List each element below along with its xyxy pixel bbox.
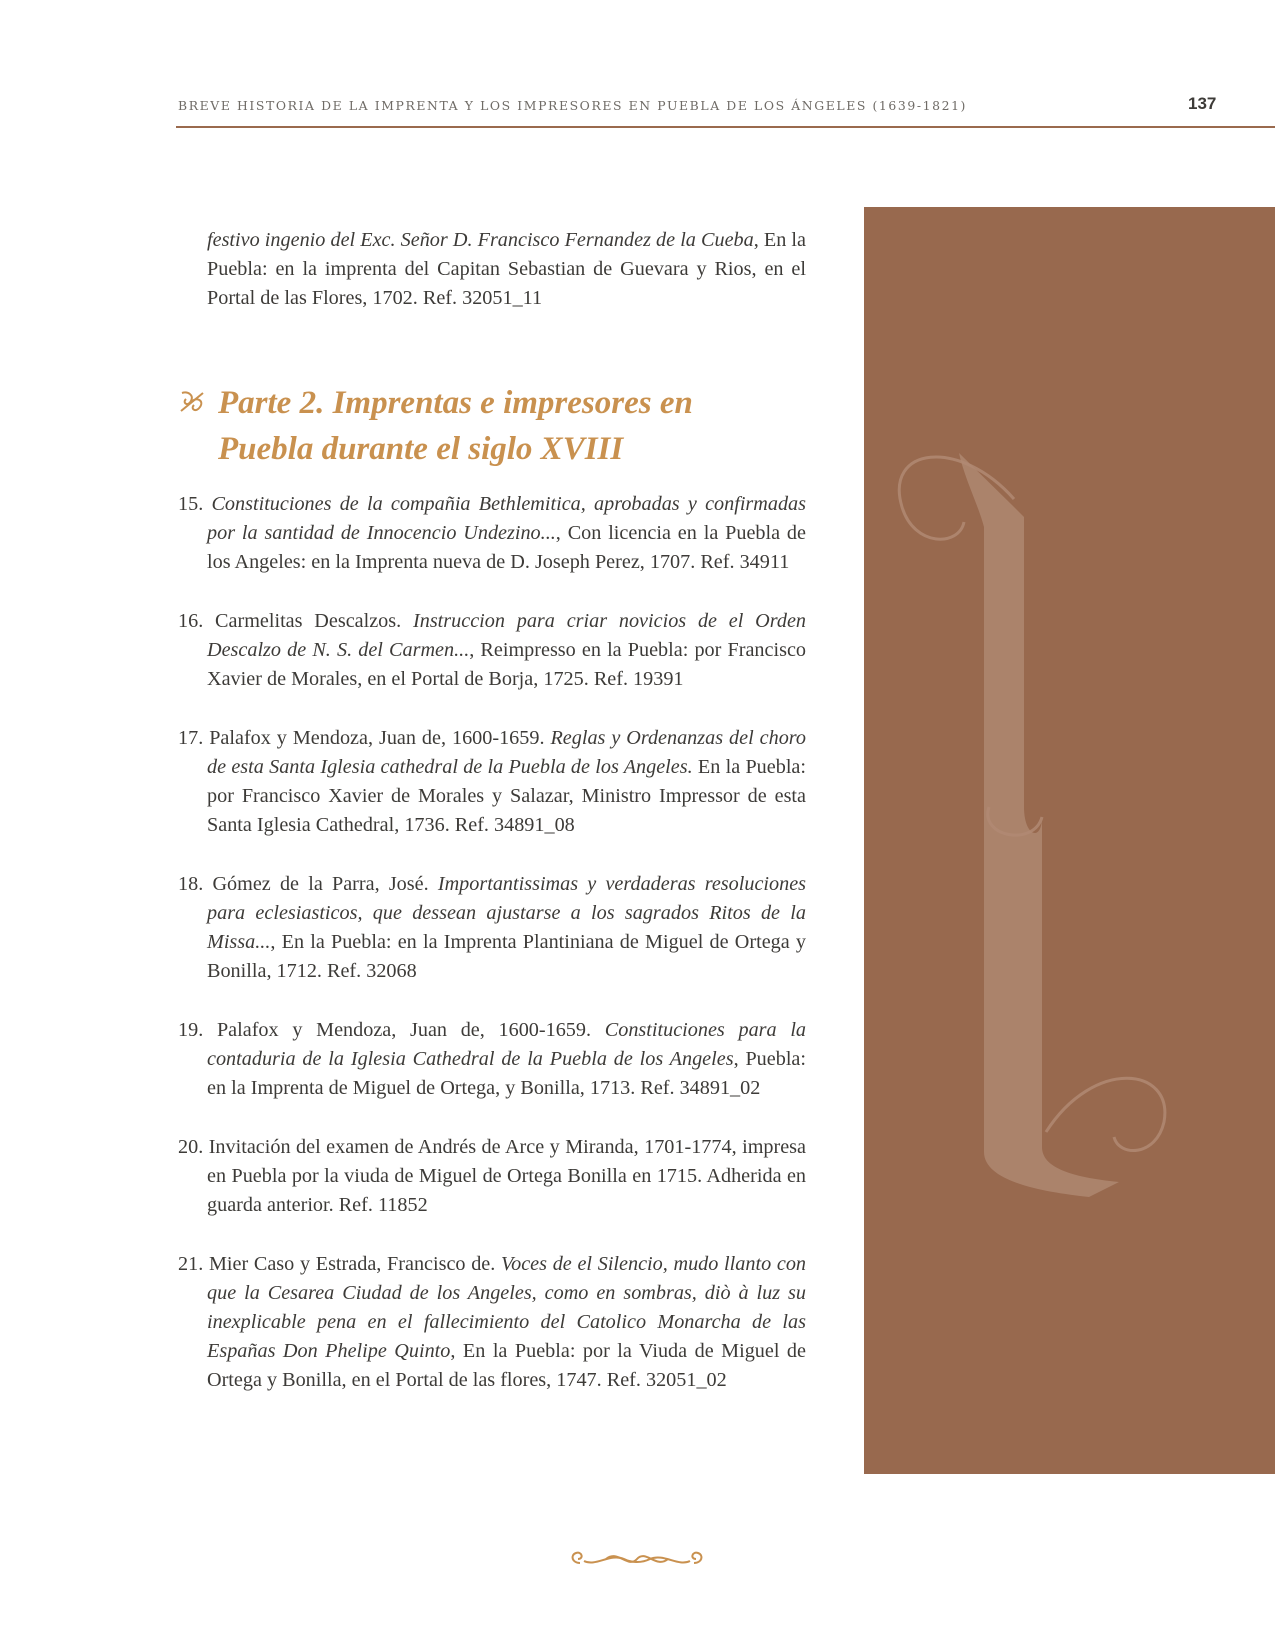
entry-details: , En la Puebla: en la Imprenta Plantiniana de Miguel de Ortega y Bonilla, 1712. Ref. 32068 <box>207 931 806 982</box>
entry-number: 20. <box>178 1136 204 1158</box>
entry-number: 16. <box>178 610 204 632</box>
list-item <box>178 1250 806 1395</box>
entry-number: 15. <box>178 493 204 515</box>
side-panel <box>864 207 1275 1474</box>
entry-title: Constituciones para la contaduria de la Iglesia Cathedral de la Puebla de los Angeles <box>207 1019 807 1070</box>
entry-author: Gómez de la Parra, José. <box>212 873 429 895</box>
entry-author: Mier Caso y Estrada, Francisco de. <box>208 1253 496 1275</box>
list-item <box>178 724 806 840</box>
entry-title: Reglas y Ordenanzas del choro de esta Santa Iglesia cathedral de la Puebla de los Angeles. <box>207 727 807 778</box>
section-heading <box>178 380 798 472</box>
list-item <box>178 607 806 694</box>
entry-author: Palafox y Mendoza, Juan de, 1600-1659. <box>216 1019 592 1041</box>
entry-author: Palafox y Mendoza, Juan de, 1600-1659. <box>209 727 545 749</box>
entry-author: Invitación del examen de Andrés de Arce y Miranda, 1701-1774, impresa en Puebla por la viuda de Miguel de Ortega Bonilla en 1715. Adherida en guarda anterior. Ref. 11852 <box>207 1136 806 1216</box>
list-item <box>178 1133 806 1220</box>
decorative-initial-l-icon <box>864 207 1275 1474</box>
section-title-line-1: Parte 2. Imprentas e impresores en <box>218 385 693 421</box>
intro-text: , En la Puebla: en la imprenta del Capitan Sebastian de Guevara y Rios, en el Portal de las Flores, 1702. Ref. 32051_11 <box>207 229 807 309</box>
entry-details: , En la Puebla: por la Viuda de Miguel de Ortega y Bonilla, en el Portal de las flores, 1747. Ref. 32051_02 <box>207 1340 806 1391</box>
list-item <box>178 1016 806 1103</box>
fleuron-icon <box>178 389 206 415</box>
header-rule <box>176 126 1275 128</box>
intro-italic: festivo ingenio del Exc. Señor D. Francisco Fernandez de la Cueba <box>207 229 754 251</box>
page-number: 137 <box>1188 94 1217 113</box>
entry-details: , Reimpresso en la Puebla: por Francisco Xavier de Morales, en el Portal de Borja, 1725. Ref. 19391 <box>207 639 806 690</box>
intro-paragraph <box>178 226 806 313</box>
entry-author: Carmelitas Descalzos. <box>215 610 402 632</box>
entry-title: Importantissimas y verdaderas resoluciones para eclesiasticos, que dessean ajustarse a los sagrados Ritos de la Missa... <box>207 873 807 953</box>
running-head: BREVE HISTORIA DE LA IMPRENTA Y LOS IMPRESORES EN PUEBLA DE LOS ÁNGELES (1639-1821) <box>178 98 967 113</box>
list-item <box>178 490 806 577</box>
flourish-icon <box>566 1545 708 1575</box>
entry-number: 19. <box>178 1019 204 1041</box>
entry-number: 18. <box>178 873 204 895</box>
entry-title: Constituciones de la compañia Bethlemitica, aprobadas y confirmadas por la santidad de Innocencio Undezino... <box>207 493 807 544</box>
entry-details: , Puebla: en la Imprenta de Miguel de Ortega, y Bonilla, 1713. Ref. 34891_02 <box>207 1048 806 1099</box>
entry-number: 17. <box>178 727 204 749</box>
entry-details: En la Puebla: por Francisco Xavier de Morales y Salazar, Ministro Impressor de esta Santa Iglesia Cathedral, 1736. Ref. 34891_08 <box>207 756 806 836</box>
list-item <box>178 870 806 986</box>
entry-details: , Con licencia en la Puebla de los Angeles: en la Imprenta nueva de D. Joseph Perez, 1707. Ref. 34911 <box>207 522 806 573</box>
entry-number: 21. <box>178 1253 204 1275</box>
entry-title: Instruccion para criar novicios de el Orden Descalzo de N. S. del Carmen... <box>207 610 807 661</box>
entry-list <box>178 490 806 1395</box>
section-title-line-2: Puebla durante el siglo XVIII <box>218 431 624 467</box>
entry-title: Voces de el Silencio, mudo llanto con que la Cesarea Ciudad de los Angeles, como en sombras, diò à luz su inexplicable pena en el fallecimiento del Catolico Monarcha de las Españas Don Phelipe Quinto <box>207 1253 807 1362</box>
